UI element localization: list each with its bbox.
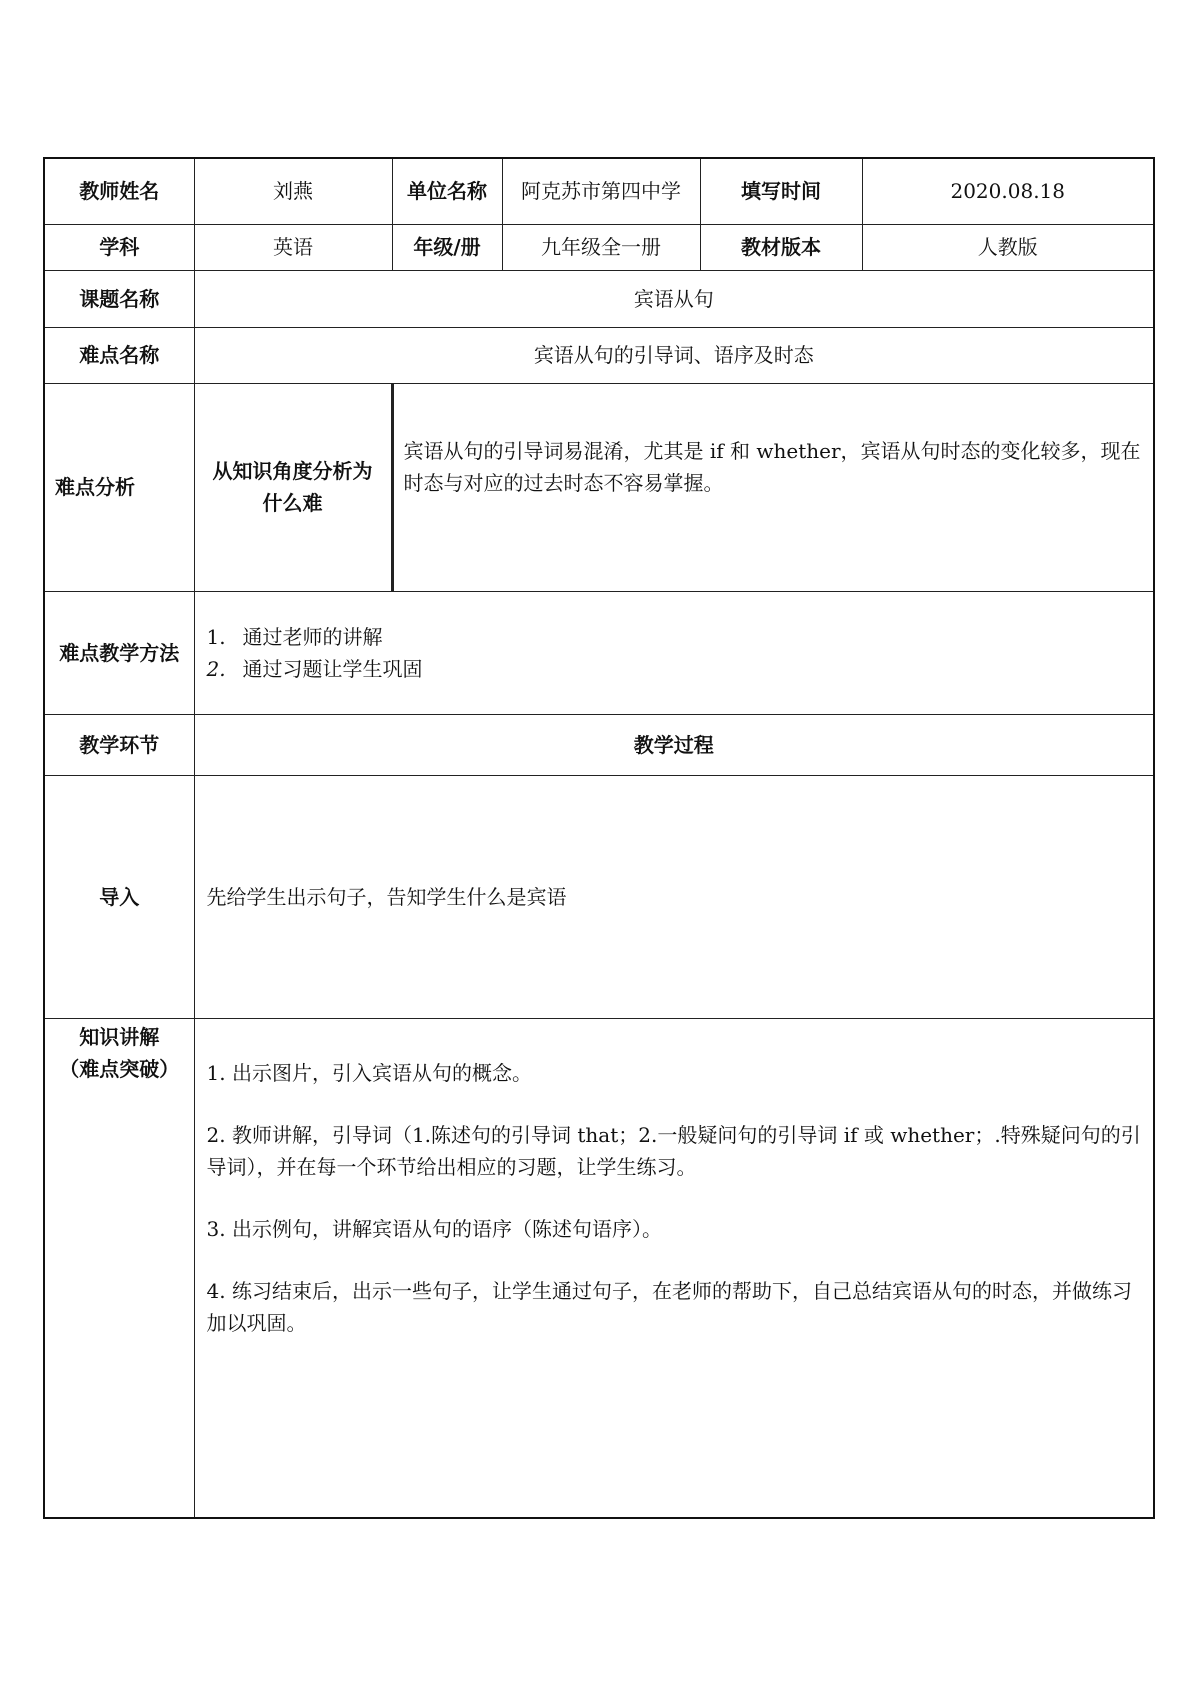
subject-label: 学科 (44, 224, 194, 270)
analysis-sublabel: 从知识角度分析为什么难 (194, 383, 392, 591)
fill-date-value: 2020.08.18 (862, 158, 1154, 224)
intro-text: 先给学生出示句子，告知学生什么是宾语 (194, 775, 1154, 1018)
difficulty-value: 宾语从句的引导词、语序及时态 (194, 327, 1154, 383)
knowledge-label-line2: （难点突破） (59, 1056, 180, 1081)
difficulty-label: 难点名称 (44, 327, 194, 383)
knowledge-paragraph: 3. 出示例句，讲解宾语从句的语序（陈述句语序）。 (206, 1216, 662, 1241)
knowledge-paragraph: 2. 教师讲解，引导词（1.陈述句的引导词 that；2.一般疑问句的引导词 if 或 whether；.特殊疑问句的引导词），并在每一个环节给出相应的习题，让学生练习。 (206, 1122, 1141, 1179)
knowledge-label-line1: 知识讲解 (79, 1024, 160, 1049)
grade-label: 年级/册 (392, 224, 502, 270)
knowledge-content (194, 1018, 1154, 1518)
method-item: 2. 通过习题让学生巩固 (206, 656, 423, 681)
fill-date-label: 填写时间 (700, 158, 862, 224)
method-list (194, 591, 1154, 714)
knowledge-paragraph: 1. 出示图片，引入宾语从句的概念。 (206, 1060, 532, 1085)
subject-value: 英语 (194, 224, 392, 270)
grade-value: 九年级全一册 (502, 224, 700, 270)
teacher-name-label: 教师姓名 (44, 158, 194, 224)
edition-value: 人教版 (862, 224, 1154, 270)
method-label: 难点教学方法 (44, 591, 194, 714)
teacher-name-value: 刘燕 (194, 158, 392, 224)
intro-label: 导入 (44, 775, 194, 1018)
stage-header: 教学环节 (44, 714, 194, 775)
unit-name-value: 阿克苏市第四中学 (502, 158, 700, 224)
knowledge-paragraph: 4. 练习结束后，出示一些句子，让学生通过句子，在老师的帮助下，自己总结宾语从句的时态，并做练习加以巩固。 (206, 1278, 1132, 1335)
analysis-text: 宾语从句的引导词易混淆，尤其是 if 和 whether，宾语从句时态的变化较多，现在时态与对应的过去时态不容易掌握。 (392, 383, 1154, 591)
analysis-label: 难点分析 (44, 383, 194, 591)
knowledge-label (44, 1018, 194, 1518)
unit-name-label: 单位名称 (392, 158, 502, 224)
lesson-plan-table (43, 157, 1155, 1519)
topic-label: 课题名称 (44, 270, 194, 327)
topic-value: 宾语从句 (194, 270, 1154, 327)
process-header: 教学过程 (194, 714, 1154, 775)
method-item: 1. 通过老师的讲解 (206, 624, 383, 649)
edition-label: 教材版本 (700, 224, 862, 270)
